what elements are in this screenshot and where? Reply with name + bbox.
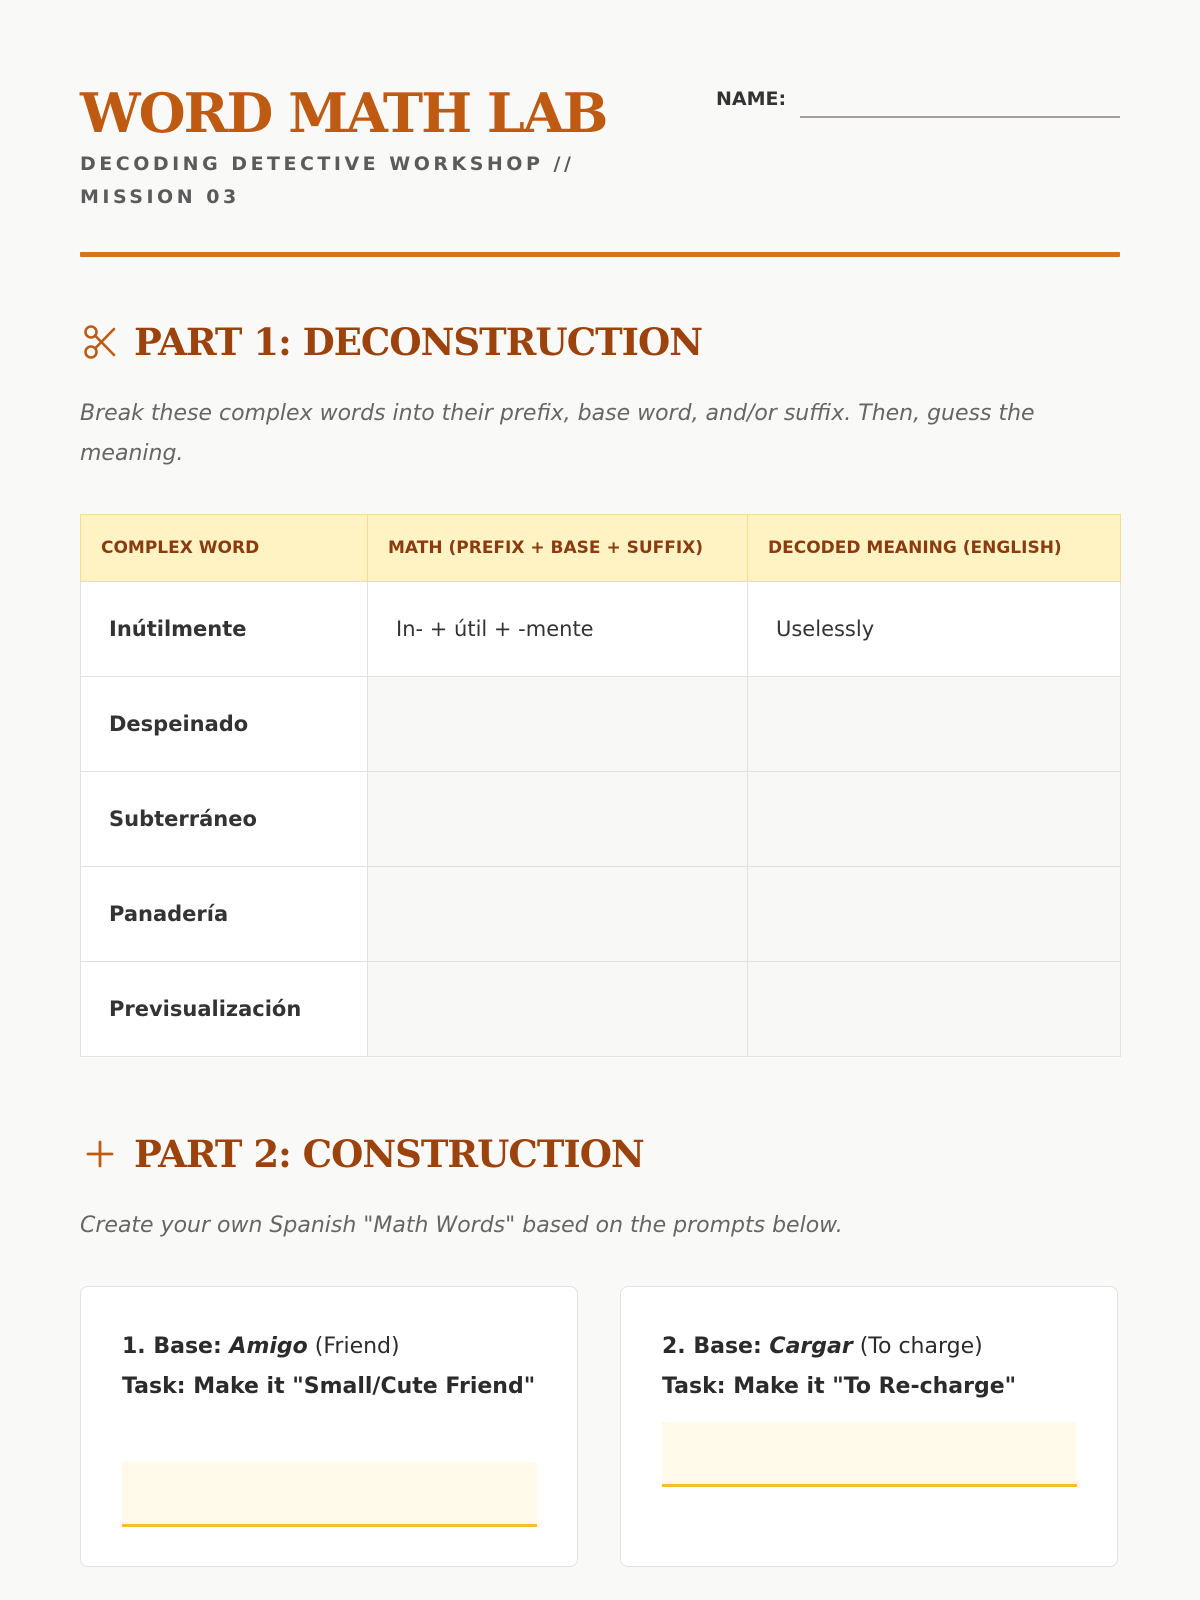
- scissors-icon: [80, 322, 120, 362]
- table-row: [81, 677, 1121, 772]
- card-base-gloss: (Friend): [307, 1334, 400, 1359]
- card-task: Task: Make it "To Re-charge": [662, 1374, 1017, 1399]
- card-base-gloss: (To charge): [852, 1334, 983, 1359]
- math-cell[interactable]: [368, 772, 748, 867]
- table-row: [81, 772, 1121, 867]
- meaning-cell[interactable]: Uselessly: [748, 582, 1121, 677]
- part1-heading: [80, 320, 702, 364]
- name-label: NAME:: [716, 88, 787, 110]
- math-cell[interactable]: [368, 677, 748, 772]
- complex-word-cell: Previsualización: [81, 962, 368, 1057]
- table-row: [81, 582, 1121, 677]
- plus-icon: [80, 1134, 120, 1174]
- card-prompt: [662, 1327, 1082, 1407]
- worksheet-subtitle: DECODING DETECTIVE WORKSHOP // MISSION 03: [80, 153, 575, 208]
- card-base-prefix: 1. Base:: [122, 1334, 230, 1359]
- card-prompt: [122, 1327, 542, 1407]
- answer-field[interactable]: [122, 1462, 537, 1527]
- part2-instructions: Create your own Spanish "Math Words" based on the prompts below.: [80, 1213, 843, 1238]
- table-row: [81, 962, 1121, 1057]
- card-base-word: Amigo: [229, 1334, 308, 1359]
- complex-word-cell: Despeinado: [81, 677, 368, 772]
- header-divider: [80, 252, 1120, 257]
- answer-field[interactable]: [662, 1422, 1077, 1487]
- complex-word-cell: Subterráneo: [81, 772, 368, 867]
- part1-instructions: Break these complex words into their prefix, base word, and/or suffix. Then, guess the meaning.: [80, 401, 1035, 466]
- part2-title: PART 2: CONSTRUCTION: [134, 1132, 644, 1176]
- card-base-prefix: 2. Base:: [662, 1334, 770, 1359]
- worksheet-title: WORD MATH LAB: [80, 81, 607, 145]
- part1-title: PART 1: DECONSTRUCTION: [134, 320, 703, 364]
- complex-word-cell: Panadería: [81, 867, 368, 962]
- table-row: [81, 867, 1121, 962]
- column-header-meaning: DECODED MEANING (ENGLISH): [748, 515, 1121, 582]
- card-base-word: Cargar: [769, 1334, 853, 1359]
- meaning-cell[interactable]: [748, 677, 1121, 772]
- math-cell[interactable]: [368, 867, 748, 962]
- math-cell[interactable]: In- + útil + -mente: [368, 582, 748, 677]
- meaning-cell[interactable]: [748, 772, 1121, 867]
- math-cell[interactable]: [368, 962, 748, 1057]
- complex-word-cell: Inútilmente: [81, 582, 368, 677]
- meaning-cell[interactable]: [748, 867, 1121, 962]
- column-header-math: MATH (PREFIX + BASE + SUFFIX): [368, 515, 748, 582]
- part2-heading: [80, 1132, 644, 1176]
- card-task: Task: Make it "Small/Cute Friend": [122, 1374, 536, 1399]
- construction-card-1: [80, 1286, 578, 1567]
- name-field[interactable]: [800, 116, 1120, 118]
- construction-card-2: [620, 1286, 1118, 1567]
- meaning-cell[interactable]: [748, 962, 1121, 1057]
- deconstruction-table: [80, 514, 1121, 1057]
- column-header-complex-word: COMPLEX WORD: [81, 515, 368, 582]
- table-header-row: [81, 515, 1121, 582]
